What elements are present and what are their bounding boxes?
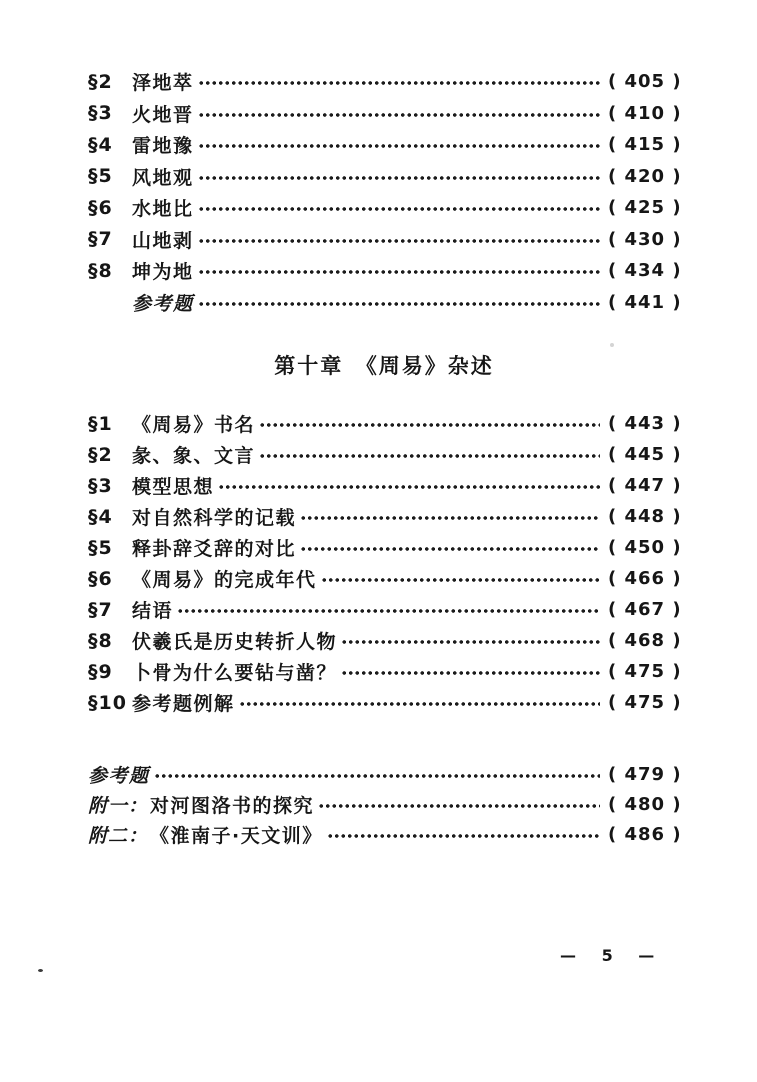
section-number: §7 — [88, 228, 113, 251]
toc-entry — [88, 255, 680, 287]
dot-leader — [259, 439, 600, 470]
entry-page-number: ( 410 ) — [608, 102, 682, 124]
toc-section-top — [88, 66, 680, 318]
dot-leader — [198, 287, 600, 319]
dot-leader — [300, 532, 600, 563]
toc-entry — [88, 161, 680, 193]
entry-title: 对河图洛书的探究 — [150, 794, 315, 817]
toc-entry — [88, 563, 680, 594]
section-number: §3 — [88, 102, 113, 125]
toc-entry — [88, 408, 680, 439]
entry-page-number: ( 434 ) — [608, 260, 682, 282]
chapter-heading: 第十章 《周易》杂述 — [274, 354, 494, 378]
section-number: §4 — [88, 133, 113, 156]
dot-leader — [341, 625, 600, 656]
toc-entry — [88, 687, 680, 718]
dot-leader — [198, 224, 600, 256]
dot-leader — [198, 192, 600, 224]
entry-page-number: ( 430 ) — [608, 228, 682, 250]
entry-page-number: ( 450 ) — [608, 537, 682, 558]
folio-page-number: — 5 — — [560, 946, 657, 965]
entry-page-number: ( 480 ) — [608, 793, 682, 815]
entry-page-number: ( 415 ) — [608, 134, 682, 156]
entry-title: 《周易》的完成年代 — [132, 569, 317, 591]
toc-entry — [88, 625, 680, 656]
section-number: §8 — [88, 629, 113, 652]
section-number: §2 — [88, 70, 113, 93]
toc-entry — [88, 66, 680, 98]
entry-page-number: ( 468 ) — [608, 630, 682, 651]
section-number: §5 — [88, 536, 113, 559]
dot-leader — [239, 687, 600, 718]
dot-leader — [341, 656, 600, 687]
dot-leader — [198, 129, 600, 161]
toc-entry — [88, 129, 680, 161]
toc-entry — [88, 501, 680, 532]
entry-page-number: ( 475 ) — [608, 692, 682, 713]
entry-title: 对自然科学的记载 — [132, 507, 297, 529]
dot-leader — [300, 501, 600, 532]
entry-page-number: ( 479 ) — [608, 763, 682, 785]
toc-entry — [88, 532, 680, 563]
entry-title: 结语 — [132, 600, 174, 622]
section-number: §6 — [88, 196, 113, 219]
entry-page-number: ( 420 ) — [608, 165, 682, 187]
toc-entry — [88, 656, 680, 687]
ink-speck — [610, 343, 614, 347]
section-number: §8 — [88, 259, 113, 282]
ink-speck — [38, 969, 43, 972]
toc-entry — [88, 594, 680, 625]
entry-title: 火地晋 — [132, 103, 194, 126]
dot-leader — [318, 789, 600, 819]
toc-entry-reference-questions — [88, 287, 680, 319]
entry-page-number: ( 467 ) — [608, 599, 682, 620]
entry-title: 卜骨为什么要钻与凿？ — [132, 662, 338, 684]
dot-leader — [218, 470, 600, 501]
dot-leader — [259, 408, 600, 439]
entry-page-number: ( 447 ) — [608, 475, 682, 496]
entry-title: 坤为地 — [132, 261, 194, 284]
toc-entry — [88, 98, 680, 130]
entry-page-number: ( 466 ) — [608, 568, 682, 589]
entry-page-number: ( 443 ) — [608, 413, 682, 434]
entry-title: 伏羲氏是历史转折人物 — [132, 631, 338, 653]
entry-page-number: ( 405 ) — [608, 71, 682, 93]
dot-leader — [198, 255, 600, 287]
section-number: §4 — [88, 505, 113, 528]
entry-title: 模型思想 — [132, 476, 215, 498]
toc-entry — [88, 439, 680, 470]
dot-leader — [327, 819, 600, 849]
section-number: §2 — [88, 443, 113, 466]
entry-title: 彖、象、文言 — [132, 445, 256, 467]
entry-title: 参考题 — [132, 292, 194, 315]
entry-title: 参考题例解 — [132, 693, 235, 715]
entry-title: 《淮南子·天文训》 — [150, 824, 323, 847]
toc-entry — [88, 224, 680, 256]
section-number: §10 — [88, 691, 127, 714]
entry-page-number: ( 445 ) — [608, 444, 682, 465]
section-number: §7 — [88, 598, 113, 621]
dot-leader — [198, 66, 600, 98]
toc-entry-appendix-1 — [88, 789, 680, 819]
dot-leader — [198, 98, 600, 130]
entry-title: 泽地萃 — [132, 72, 194, 95]
entry-page-number: ( 475 ) — [608, 661, 682, 682]
entry-title: 水地比 — [132, 198, 194, 221]
section-number: §6 — [88, 567, 113, 590]
entry-title: 风地观 — [132, 166, 194, 189]
entry-page-number: ( 425 ) — [608, 197, 682, 219]
dot-leader — [154, 759, 600, 789]
section-number: §9 — [88, 660, 113, 683]
section-number: §3 — [88, 474, 113, 497]
dot-leader — [321, 563, 600, 594]
toc-entry-reference-questions — [88, 759, 680, 789]
toc-section-chapter-10 — [88, 408, 680, 718]
entry-page-number: ( 448 ) — [608, 506, 682, 527]
toc-section-appendix — [88, 759, 680, 849]
toc-entry-appendix-2 — [88, 819, 680, 849]
entry-title: 参考题 — [88, 764, 150, 787]
toc-entry — [88, 192, 680, 224]
entry-title: 《周易》书名 — [132, 414, 256, 436]
section-number: §1 — [88, 412, 113, 435]
dot-leader — [198, 161, 600, 193]
entry-page-number: ( 441 ) — [608, 291, 682, 313]
entry-title: 雷地豫 — [132, 135, 194, 158]
appendix-label: 附一： — [88, 794, 149, 817]
appendix-label: 附二： — [88, 824, 149, 847]
section-number: §5 — [88, 165, 113, 188]
entry-page-number: ( 486 ) — [608, 823, 682, 845]
entry-title: 山地剥 — [132, 229, 194, 252]
toc-entry — [88, 470, 680, 501]
dot-leader — [177, 594, 600, 625]
entry-title: 释卦辞爻辞的对比 — [132, 538, 297, 560]
